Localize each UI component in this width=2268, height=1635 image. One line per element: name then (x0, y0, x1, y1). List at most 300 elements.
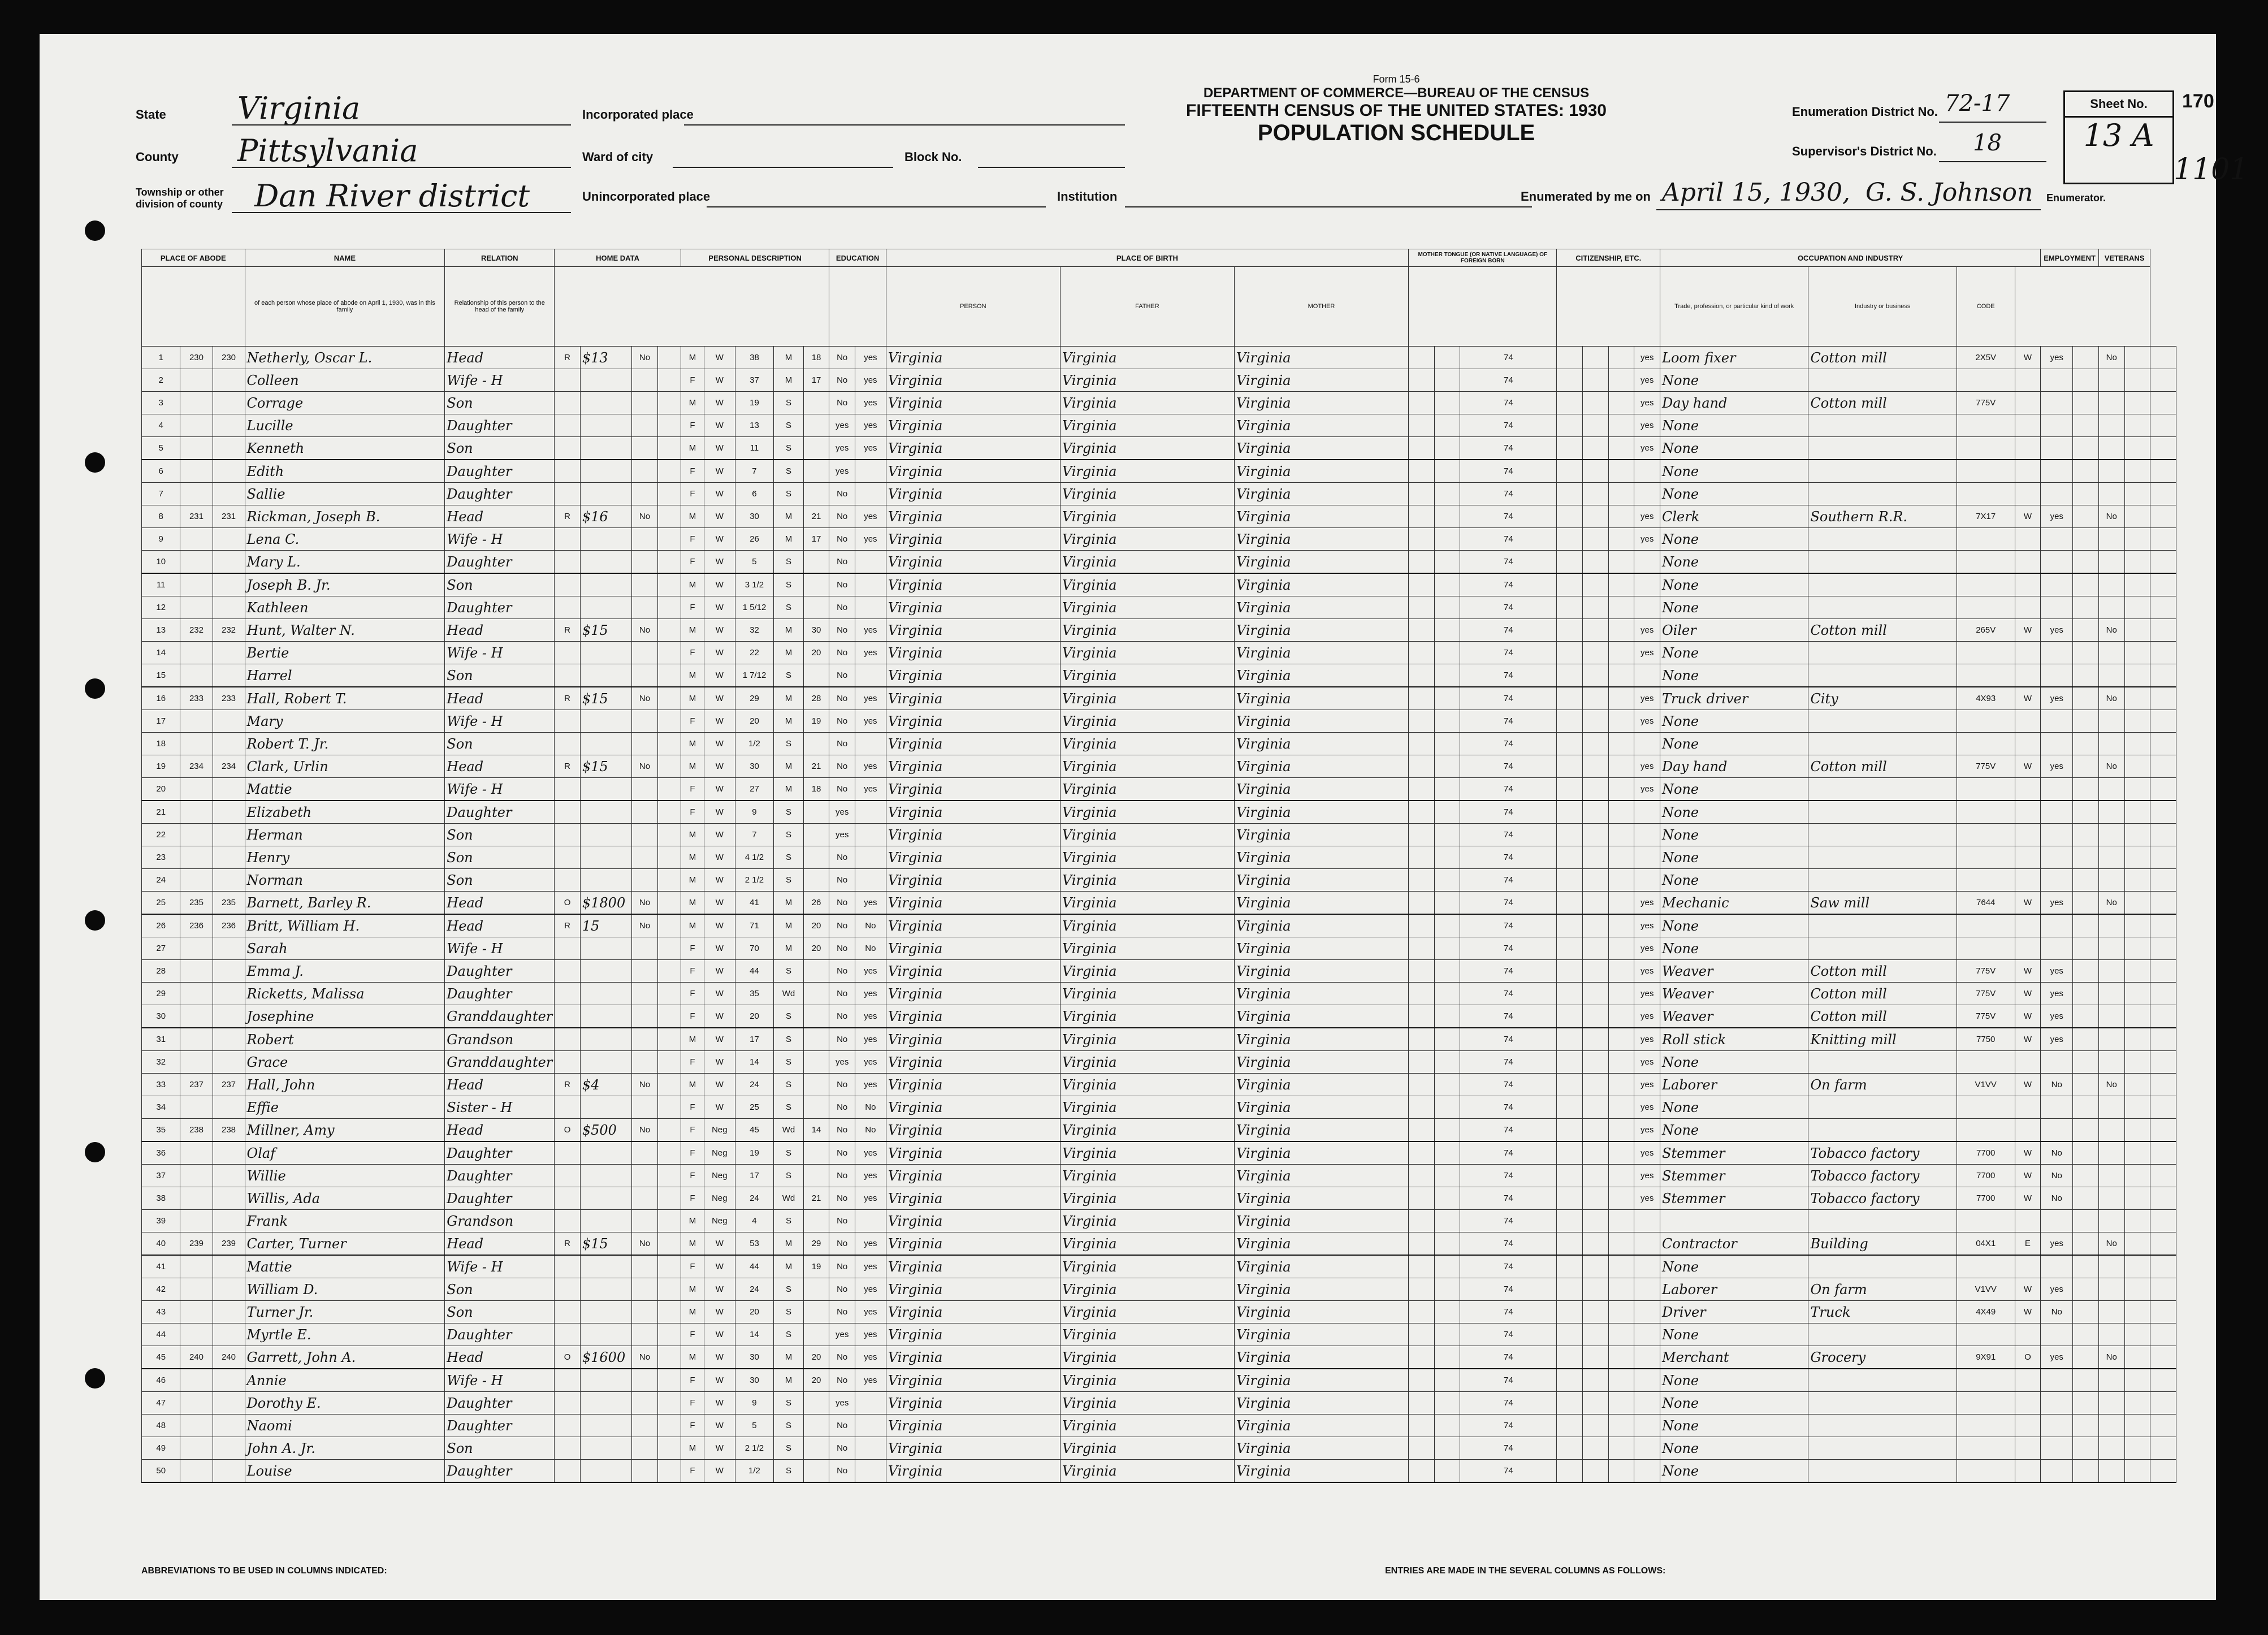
cell-mbp: Virginia (1234, 1165, 1408, 1187)
cell-ind: Cotton mill (1808, 619, 1957, 642)
empty-cell (657, 778, 681, 801)
cell-dw (180, 1323, 213, 1346)
empty-cell (2073, 460, 2099, 483)
cell-eng: yes (1634, 755, 1660, 778)
cell-ind (1808, 1210, 1957, 1232)
cell-sex: M (681, 1301, 704, 1323)
empty-cell (657, 483, 681, 505)
cell-read: yes (855, 347, 886, 369)
empty-cell (1608, 687, 1634, 710)
empty-cell (1583, 869, 1609, 892)
empty-cell (657, 414, 681, 437)
empty-cell (2150, 619, 2176, 642)
cell-n: 10 (142, 551, 180, 574)
cell-val: $13 (580, 347, 631, 369)
cell-bp: Virginia (886, 1323, 1060, 1346)
cell-eng (1634, 573, 1660, 596)
empty-cell (2150, 483, 2176, 505)
empty-cell (2073, 1232, 2099, 1256)
cell-mar: S (774, 437, 803, 460)
cell-name: Herman (245, 824, 445, 846)
cell-sch: yes (829, 801, 855, 824)
cell-mar: S (774, 960, 803, 983)
empty-cell (1608, 347, 1634, 369)
cell-fbp: Virginia (1060, 1005, 1234, 1028)
cell-bp: Virginia (886, 1074, 1060, 1096)
empty-cell (1557, 664, 1583, 687)
empty-cell (1583, 1165, 1609, 1187)
cell-mar: S (774, 551, 803, 574)
cell-radio: No (632, 892, 658, 915)
empty-cell (1409, 664, 1435, 687)
empty-cell (1608, 892, 1634, 915)
cell-ind: Saw mill (1808, 892, 1957, 915)
cell-bp: Virginia (886, 983, 1060, 1005)
cell-fam (213, 392, 245, 414)
empty-cell (1434, 1028, 1460, 1051)
cell-eng (1634, 1415, 1660, 1437)
empty-cell (1583, 642, 1609, 664)
cell-tenure (555, 1210, 581, 1232)
cell-tenure (555, 846, 581, 869)
cell-agem (803, 460, 829, 483)
cell-mar: M (774, 1369, 803, 1392)
cell-sex: M (681, 1437, 704, 1460)
cell-cls (2015, 1437, 2041, 1460)
cell-occ: None (1660, 437, 1808, 460)
empty-cell (1409, 914, 1435, 937)
cell-bp: Virginia (886, 960, 1060, 983)
population-table (141, 249, 2176, 1483)
cell-code: 74 (1460, 1187, 1557, 1210)
cell-occ: None (1660, 846, 1808, 869)
cell-race: W (704, 437, 735, 460)
cell-val (580, 596, 631, 619)
table-row (142, 664, 2176, 687)
cell-oc (1957, 528, 2015, 551)
empty-cell (2073, 1346, 2099, 1369)
empty-cell (1583, 369, 1609, 392)
empty-cell (1583, 347, 1609, 369)
empty-cell (1409, 960, 1435, 983)
cell-vet (2098, 392, 2124, 414)
cell-oc (1957, 1460, 2015, 1483)
cell-fam (213, 960, 245, 983)
cell-cls (2015, 710, 2041, 733)
cell-vet (2098, 960, 2124, 983)
empty-cell (1583, 1051, 1609, 1074)
cell-mar: M (774, 369, 803, 392)
cell-name: Joseph B. Jr. (245, 573, 445, 596)
empty-cell (2073, 619, 2099, 642)
empty-cell (1583, 1460, 1609, 1483)
empty-cell (1409, 733, 1435, 755)
empty-cell (2124, 1278, 2150, 1301)
empty-cell (1557, 1051, 1583, 1074)
empty-cell (1583, 983, 1609, 1005)
cell-radio (632, 596, 658, 619)
empty-cell (657, 937, 681, 960)
cell-race: W (704, 1278, 735, 1301)
cell-age: 44 (735, 960, 773, 983)
cell-agem (803, 1323, 829, 1346)
department-title: DEPARTMENT OF COMMERCE—BUREAU OF THE CENSUS (1203, 85, 1590, 101)
empty-cell (2124, 755, 2150, 778)
cell-fbp: Virginia (1060, 1210, 1234, 1232)
cell-read: No (855, 1096, 886, 1119)
cell-race: W (704, 1323, 735, 1346)
empty-cell (2073, 1141, 2099, 1165)
cell-age: 20 (735, 1301, 773, 1323)
cell-name: Carter, Turner (245, 1232, 445, 1256)
cell-occ: Oiler (1660, 619, 1808, 642)
cell-emp (2041, 801, 2073, 824)
cell-ind (1808, 710, 1957, 733)
cell-oc (1957, 778, 2015, 801)
cell-val: $15 (580, 619, 631, 642)
cell-age: 32 (735, 619, 773, 642)
cell-oc: 7750 (1957, 1028, 2015, 1051)
cell-sex: M (681, 914, 704, 937)
cell-val (580, 846, 631, 869)
cell-occ: Mechanic (1660, 892, 1808, 915)
cell-occ: None (1660, 528, 1808, 551)
cell-sch: No (829, 528, 855, 551)
cell-bp: Virginia (886, 1210, 1060, 1232)
cell-bp: Virginia (886, 528, 1060, 551)
cell-dw (180, 437, 213, 460)
empty-cell (1608, 1369, 1634, 1392)
empty-cell (1557, 937, 1583, 960)
cell-eng: yes (1634, 937, 1660, 960)
cell-agem (803, 1028, 829, 1051)
cell-radio (632, 483, 658, 505)
cell-radio: No (632, 505, 658, 528)
empty-cell (1608, 1415, 1634, 1437)
cell-bp: Virginia (886, 1165, 1060, 1187)
cell-val: $4 (580, 1074, 631, 1096)
cell-val (580, 733, 631, 755)
empty-cell (1409, 1369, 1435, 1392)
empty-cell (1608, 528, 1634, 551)
cell-name: Naomi (245, 1415, 445, 1437)
cell-sch: No (829, 1301, 855, 1323)
empty-cell (1583, 437, 1609, 460)
cell-cls: W (2015, 505, 2041, 528)
cell-occ: None (1660, 1096, 1808, 1119)
empty-cell (1608, 505, 1634, 528)
empty-cell (2150, 573, 2176, 596)
cell-code: 74 (1460, 347, 1557, 369)
cell-read (855, 1210, 886, 1232)
empty-cell (1557, 846, 1583, 869)
cell-tenure (555, 483, 581, 505)
empty-cell (657, 687, 681, 710)
cell-fbp: Virginia (1060, 642, 1234, 664)
cell-fbp: Virginia (1060, 1119, 1234, 1142)
empty-cell (657, 1005, 681, 1028)
cell-bp: Virginia (886, 642, 1060, 664)
cell-dw (180, 1460, 213, 1483)
cell-sex: M (681, 347, 704, 369)
cell-oc: 775V (1957, 1005, 2015, 1028)
table-row (142, 369, 2176, 392)
cell-rel: Daughter (445, 414, 555, 437)
empty-cell (657, 892, 681, 915)
enum-district-label: Enumeration District No. (1792, 105, 1938, 119)
cell-fam (213, 369, 245, 392)
cell-sex: M (681, 846, 704, 869)
cell-occ: None (1660, 551, 1808, 574)
cell-ind (1808, 1255, 1957, 1278)
empty-cell (1583, 392, 1609, 414)
cell-val (580, 1096, 631, 1119)
cell-fbp: Virginia (1060, 1323, 1234, 1346)
cell-fbp: Virginia (1060, 755, 1234, 778)
empty-cell (2073, 914, 2099, 937)
cell-ind: Building (1808, 1232, 1957, 1256)
empty-cell (1557, 1141, 1583, 1165)
empty-cell (1434, 1346, 1460, 1369)
ward-label: Ward of city (582, 150, 653, 164)
cell-sch: No (829, 1346, 855, 1369)
group-education: EDUCATION (829, 249, 886, 267)
relation-subhead: Relationship of this person to the head of the family (445, 267, 555, 347)
cell-oc: 775V (1957, 983, 2015, 1005)
cell-eng (1634, 801, 1660, 824)
cell-eng (1634, 1255, 1660, 1278)
empty-cell (2073, 960, 2099, 983)
cell-vet (2098, 1437, 2124, 1460)
cell-oc (1957, 642, 2015, 664)
cell-eng (1634, 1301, 1660, 1323)
sheet-number-box (2063, 90, 2174, 184)
empty-cell (2124, 1165, 2150, 1187)
cell-fbp: Virginia (1060, 1051, 1234, 1074)
cell-ind: Southern R.R. (1808, 505, 1957, 528)
cell-mbp: Virginia (1234, 869, 1408, 892)
cell-sch: No (829, 664, 855, 687)
empty-cell (1409, 483, 1435, 505)
cell-dw (180, 801, 213, 824)
cell-age: 26 (735, 528, 773, 551)
cell-occ: Truck driver (1660, 687, 1808, 710)
empty-cell (1434, 687, 1460, 710)
sheet-header (40, 34, 2249, 237)
cell-fam (213, 937, 245, 960)
cell-vet: No (2098, 1074, 2124, 1096)
table-row (142, 1369, 2176, 1392)
cell-n: 40 (142, 1232, 180, 1256)
cell-name: Garrett, John A. (245, 1346, 445, 1369)
cell-oc (1957, 483, 2015, 505)
cell-tenure (555, 937, 581, 960)
cell-age: 14 (735, 1051, 773, 1074)
empty-cell (2124, 551, 2150, 574)
cell-oc: 9X91 (1957, 1346, 2015, 1369)
cell-mbp: Virginia (1234, 1028, 1408, 1051)
cell-mar: S (774, 1460, 803, 1483)
cell-vet (2098, 1460, 2124, 1483)
cell-sch: No (829, 1028, 855, 1051)
cell-bp: Virginia (886, 892, 1060, 915)
cell-agem: 17 (803, 369, 829, 392)
cell-val: $15 (580, 755, 631, 778)
empty-cell (657, 1255, 681, 1278)
cell-tenure: R (555, 755, 581, 778)
cell-fbp: Virginia (1060, 392, 1234, 414)
cell-mbp: Virginia (1234, 1096, 1408, 1119)
cell-sch: No (829, 1460, 855, 1483)
cell-read (855, 664, 886, 687)
cell-read: yes (855, 1369, 886, 1392)
cell-read (855, 869, 886, 892)
cell-radio (632, 414, 658, 437)
group-citizenship: CITIZENSHIP, ETC. (1557, 249, 1660, 267)
cell-code: 74 (1460, 596, 1557, 619)
cell-vet (2098, 664, 2124, 687)
cell-read (855, 573, 886, 596)
cell-bp: Virginia (886, 1437, 1060, 1460)
cell-eng: yes (1634, 1074, 1660, 1096)
cell-rel: Head (445, 687, 555, 710)
table-row (142, 414, 2176, 437)
cell-read: yes (855, 619, 886, 642)
cell-agem (803, 1074, 829, 1096)
cell-race: W (704, 1074, 735, 1096)
empty-cell (657, 573, 681, 596)
cell-n: 6 (142, 460, 180, 483)
cell-mar: M (774, 1232, 803, 1256)
cell-code: 74 (1460, 1346, 1557, 1369)
cell-tenure (555, 710, 581, 733)
cell-rel: Wife - H (445, 528, 555, 551)
cell-sex: M (681, 755, 704, 778)
cell-sch: No (829, 1255, 855, 1278)
cell-name: Olaf (245, 1141, 445, 1165)
group-personal: PERSONAL DESCRIPTION (681, 249, 829, 267)
cell-radio: No (632, 687, 658, 710)
cell-radio: No (632, 1119, 658, 1142)
cell-sch: No (829, 1278, 855, 1301)
cell-vet (2098, 937, 2124, 960)
cell-bp: Virginia (886, 869, 1060, 892)
empty-cell (2124, 460, 2150, 483)
sheet-label: Sheet No. (2065, 92, 2172, 118)
empty-cell (1608, 778, 1634, 801)
cell-occ: None (1660, 1460, 1808, 1483)
cell-agem: 19 (803, 710, 829, 733)
cell-rel: Daughter (445, 1392, 555, 1415)
cell-fbp: Virginia (1060, 619, 1234, 642)
cell-cls (2015, 1460, 2041, 1483)
cell-name: Sarah (245, 937, 445, 960)
cell-occ: None (1660, 869, 1808, 892)
cell-age: 38 (735, 347, 773, 369)
cell-dw (180, 1278, 213, 1301)
cell-fbp: Virginia (1060, 778, 1234, 801)
cell-bp: Virginia (886, 664, 1060, 687)
cell-eng (1634, 869, 1660, 892)
cell-race: Neg (704, 1119, 735, 1142)
cell-age: 2 1/2 (735, 869, 773, 892)
empty-cell (1434, 483, 1460, 505)
cell-val (580, 824, 631, 846)
empty-cell (1608, 483, 1634, 505)
empty-cell (1557, 1415, 1583, 1437)
empty-cell (2073, 664, 2099, 687)
table-row (142, 483, 2176, 505)
cell-dw: 237 (180, 1074, 213, 1096)
table-row (142, 733, 2176, 755)
cell-race: W (704, 846, 735, 869)
cell-mbp: Virginia (1234, 619, 1408, 642)
cell-tenure (555, 1369, 581, 1392)
empty-cell (2124, 392, 2150, 414)
cell-code: 74 (1460, 1301, 1557, 1323)
cell-dw (180, 733, 213, 755)
cell-bp: Virginia (886, 369, 1060, 392)
cell-n: 18 (142, 733, 180, 755)
cell-emp (2041, 1323, 2073, 1346)
empty-cell (1557, 733, 1583, 755)
empty-cell (1434, 983, 1460, 1005)
cell-dw (180, 1255, 213, 1278)
empty-cell (1409, 1028, 1435, 1051)
cell-tenure (555, 437, 581, 460)
cell-eng (1634, 460, 1660, 483)
cell-mar: S (774, 733, 803, 755)
empty-cell (2073, 642, 2099, 664)
cell-ind: Tobacco factory (1808, 1165, 1957, 1187)
empty-cell (1434, 414, 1460, 437)
cell-sch: No (829, 1210, 855, 1232)
cell-code: 74 (1460, 1074, 1557, 1096)
empty-cell (1608, 414, 1634, 437)
cell-eng: yes (1634, 437, 1660, 460)
cell-vet (2098, 1301, 2124, 1323)
cell-fam (213, 710, 245, 733)
cell-sch: yes (829, 1392, 855, 1415)
cell-eng: yes (1634, 414, 1660, 437)
empty-cell (2073, 1278, 2099, 1301)
cell-oc: 7700 (1957, 1141, 2015, 1165)
cell-fbp: Virginia (1060, 914, 1234, 937)
cell-rel: Son (445, 437, 555, 460)
cell-occ: Laborer (1660, 1278, 1808, 1301)
cell-fam (213, 1255, 245, 1278)
cell-cls: W (2015, 1074, 2041, 1096)
cell-name: Bertie (245, 642, 445, 664)
county-label: County (136, 150, 179, 164)
cell-vet (2098, 1255, 2124, 1278)
cell-n: 22 (142, 824, 180, 846)
cell-occ: Roll stick (1660, 1028, 1808, 1051)
cell-vet (2098, 1187, 2124, 1210)
cell-race: W (704, 1415, 735, 1437)
cell-bp: Virginia (886, 937, 1060, 960)
table-row (142, 1392, 2176, 1415)
cell-sch: No (829, 778, 855, 801)
cell-eng (1634, 483, 1660, 505)
cell-mbp: Virginia (1234, 937, 1408, 960)
cell-sex: F (681, 801, 704, 824)
cell-tenure: O (555, 1119, 581, 1142)
cell-bp: Virginia (886, 619, 1060, 642)
cell-tenure (555, 733, 581, 755)
cell-occ: Driver (1660, 1301, 1808, 1323)
empty-cell (1583, 755, 1609, 778)
